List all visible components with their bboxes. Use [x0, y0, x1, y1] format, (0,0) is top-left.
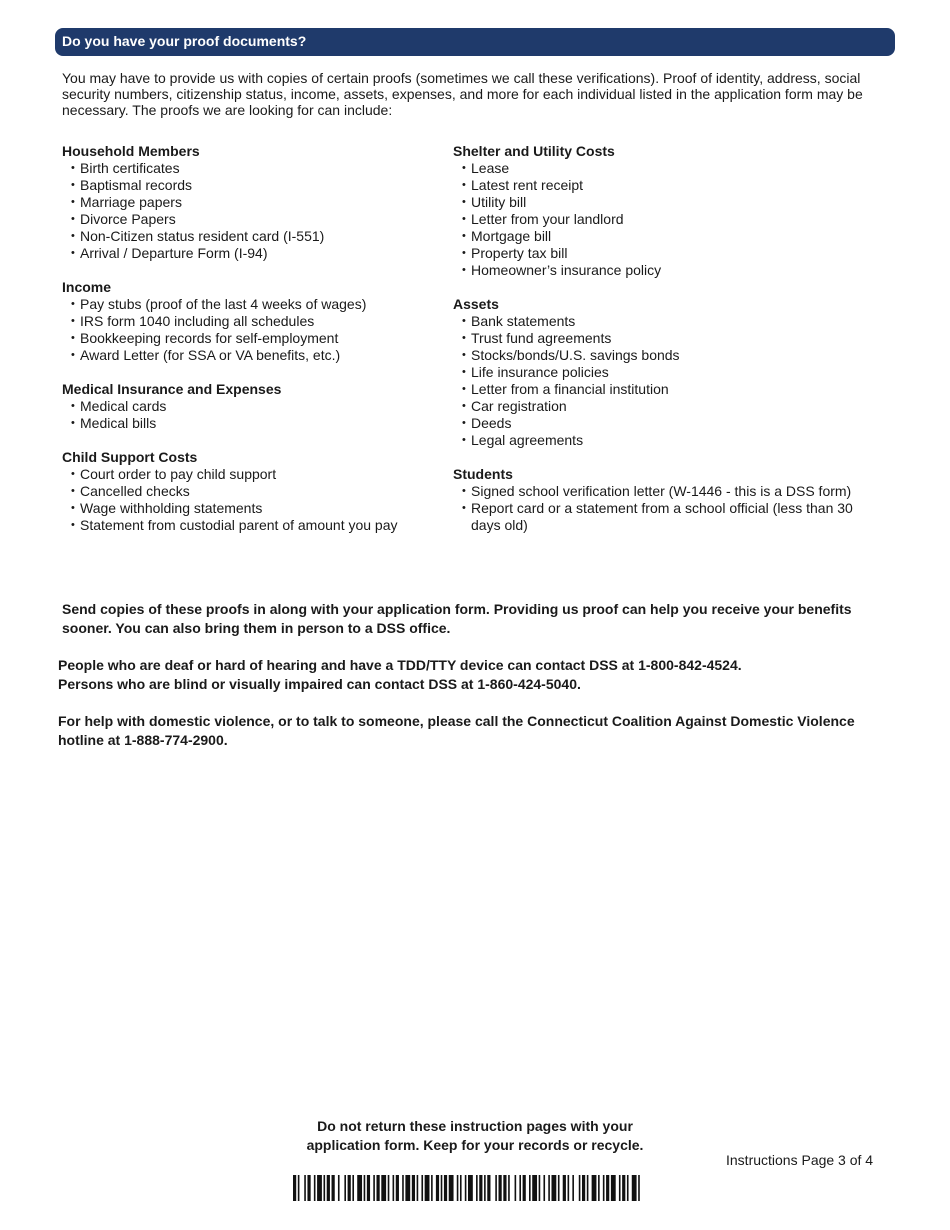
- barcode-bar: [307, 1175, 310, 1201]
- barcode-bar: [543, 1175, 545, 1201]
- page-number: Instructions Page 3 of 4: [726, 1152, 874, 1168]
- list-item: • Wage withholding statements: [62, 500, 442, 517]
- barcode-bar: [606, 1175, 609, 1201]
- barcode-bar: [598, 1175, 600, 1201]
- barcode-bar: [457, 1175, 459, 1201]
- barcode-bar: [425, 1175, 430, 1201]
- section-household-members: [62, 143, 442, 262]
- barcode-bar: [622, 1175, 625, 1201]
- barcode-bar: [393, 1175, 395, 1201]
- section-child-support-costs: [62, 449, 442, 534]
- barcode-bar: [314, 1175, 316, 1201]
- barcode-bar: [367, 1175, 370, 1201]
- barcode-bar: [503, 1175, 506, 1201]
- list-item: • Homeowner’s insurance policy: [453, 262, 883, 279]
- list-item: • Divorce Papers: [62, 211, 442, 228]
- blind-contact-line: Persons who are blind or visually impaired can contact DSS at 1-860-424-5040.: [58, 676, 581, 692]
- barcode-bar: [402, 1175, 404, 1201]
- proof-list: [453, 160, 883, 279]
- list-item: • Report card or a statement from a school official (less than 30 days old): [453, 500, 883, 534]
- barcode-bar: [611, 1175, 616, 1201]
- list-item: • Award Letter (for SSA or VA benefits, etc.): [62, 347, 442, 364]
- list-item: • Pay stubs (proof of the last 4 weeks of wages): [62, 296, 442, 313]
- list-item: • Cancelled checks: [62, 483, 442, 500]
- list-item: • IRS form 1040 including all schedules: [62, 313, 442, 330]
- barcode-bar: [592, 1175, 597, 1201]
- list-item: • Non-Citizen status resident card (I-551): [62, 228, 442, 245]
- proof-list: [453, 483, 883, 534]
- barcode-bar: [532, 1175, 537, 1201]
- barcode-bar: [304, 1175, 306, 1201]
- barcode-bar: [515, 1175, 517, 1201]
- proof-list: [453, 313, 883, 449]
- return-line-1: Do not return these instruction pages with your: [317, 1118, 633, 1134]
- list-item: • Stocks/bonds/U.S. savings bonds: [453, 347, 883, 364]
- proof-list: [62, 160, 442, 262]
- barcode-bar: [479, 1175, 482, 1201]
- barcode-bar: [364, 1175, 366, 1201]
- list-item: • Trust fund agreements: [453, 330, 883, 347]
- send-copies-note: Send copies of these proofs in along with your application form. Providing us proof can help you receive your benefits sooner. You can also bring them in person to a DSS office.: [62, 601, 852, 636]
- barcode-bar: [582, 1175, 585, 1201]
- accessibility-contacts: [58, 656, 898, 694]
- barcode-bar: [632, 1175, 637, 1201]
- barcode-bar: [441, 1175, 443, 1201]
- list-item: • Statement from custodial parent of amount you pay: [62, 517, 442, 534]
- barcode-bar: [396, 1175, 399, 1201]
- section-title: Do you have your proof documents?: [62, 33, 307, 49]
- domestic-violence-note: For help with domestic violence, or to talk to someone, please call the Connecticut Coalition Against Domestic Violence hotline at 1-888-774-2900.: [58, 713, 855, 748]
- section-heading: Child Support Costs: [62, 449, 198, 465]
- barcode-bar: [529, 1175, 531, 1201]
- barcode-bar: [344, 1175, 346, 1201]
- section-students: [453, 466, 883, 534]
- barcode-bar: [421, 1175, 423, 1201]
- barcode-bar: [388, 1175, 390, 1201]
- section-heading: Medical Insurance and Expenses: [62, 381, 282, 397]
- barcode-bar: [563, 1175, 566, 1201]
- barcode-bar: [460, 1175, 462, 1201]
- barcode-bar: [558, 1175, 560, 1201]
- section-medical-insurance-and-expenses: [62, 381, 442, 432]
- list-item: • Lease: [453, 160, 883, 177]
- tdd-contact-line: People who are deaf or hard of hearing and have a TDD/TTY device can contact DSS at 1-800-842-4524.: [58, 657, 742, 673]
- barcode-bar: [572, 1175, 574, 1201]
- barcode-bar: [373, 1175, 375, 1201]
- barcode-bar: [484, 1175, 486, 1201]
- section-heading: Shelter and Utility Costs: [453, 143, 615, 159]
- barcode-bar: [619, 1175, 621, 1201]
- barcode-bar: [551, 1175, 556, 1201]
- barcode-bar: [548, 1175, 550, 1201]
- list-item: • Life insurance policies: [453, 364, 883, 381]
- proof-list: [62, 398, 442, 432]
- barcode-bar: [381, 1175, 386, 1201]
- section-header: [55, 28, 895, 56]
- barcode-bar: [579, 1175, 581, 1201]
- list-item: • Medical bills: [62, 415, 442, 432]
- list-item: • Latest rent receipt: [453, 177, 883, 194]
- barcode-bar: [487, 1175, 490, 1201]
- barcode-bar: [444, 1175, 447, 1201]
- barcode-bar: [519, 1175, 521, 1201]
- list-item: • Legal agreements: [453, 432, 883, 449]
- list-item: • Car registration: [453, 398, 883, 415]
- barcode-bar: [495, 1175, 497, 1201]
- section-assets: [453, 296, 883, 449]
- list-item: • Letter from a financial institution: [453, 381, 883, 398]
- barcode-bar: [627, 1175, 629, 1201]
- barcode-bar: [587, 1175, 589, 1201]
- barcode: [293, 1175, 643, 1201]
- section-heading: Household Members: [62, 143, 200, 159]
- barcode-bar: [376, 1175, 379, 1201]
- section-shelter-and-utility-costs: [453, 143, 883, 279]
- list-item: • Medical cards: [62, 398, 442, 415]
- barcode-bar: [465, 1175, 467, 1201]
- barcode-bar: [539, 1175, 541, 1201]
- barcode-bar: [431, 1175, 433, 1201]
- section-heading: Income: [62, 279, 112, 295]
- barcode-bar: [436, 1175, 439, 1201]
- barcode-bar: [405, 1175, 410, 1201]
- list-item: • Property tax bill: [453, 245, 883, 262]
- list-item: • Letter from your landlord: [453, 211, 883, 228]
- proof-list: [62, 466, 442, 534]
- list-item: • Birth certificates: [62, 160, 442, 177]
- list-item: • Marriage papers: [62, 194, 442, 211]
- section-heading: Students: [453, 466, 513, 482]
- barcode-bar: [352, 1175, 354, 1201]
- intro-paragraph: You may have to provide us with copies of certain proofs (sometimes we call these verifications). Proof of identity, address, social security numbers, citizenship status, income, assets, expenses, and more for each individual listed in the application form may be necessary. The proofs we are looking for can include:: [62, 70, 863, 118]
- left-column: [62, 143, 442, 551]
- barcode-bar: [338, 1175, 340, 1201]
- list-item: • Arrival / Departure Form (I-94): [62, 245, 442, 262]
- section-income: [62, 279, 442, 364]
- list-item: • Utility bill: [453, 194, 883, 211]
- barcode-bar: [357, 1175, 362, 1201]
- barcode-bar: [317, 1175, 322, 1201]
- barcode-bar: [603, 1175, 605, 1201]
- barcode-bar: [523, 1175, 526, 1201]
- proof-list: [62, 296, 442, 364]
- barcode-bar: [298, 1175, 300, 1201]
- barcode-bar: [476, 1175, 478, 1201]
- barcode-bar: [412, 1175, 415, 1201]
- barcode-bar: [499, 1175, 502, 1201]
- barcode-bar: [332, 1175, 335, 1201]
- list-item: • Court order to pay child support: [62, 466, 442, 483]
- list-item: • Baptismal records: [62, 177, 442, 194]
- right-column: [453, 143, 883, 551]
- section-heading: Assets: [453, 296, 499, 312]
- return-line-2: application form. Keep for your records or recycle.: [306, 1137, 644, 1153]
- barcode-bar: [638, 1175, 640, 1201]
- list-item: • Signed school verification letter (W-1446 - this is a DSS form): [453, 483, 883, 500]
- list-item: • Bookkeeping records for self-employment: [62, 330, 442, 347]
- return-instructions: [290, 1117, 660, 1155]
- barcode-bar: [568, 1175, 570, 1201]
- list-item: • Mortgage bill: [453, 228, 883, 245]
- barcode-bar: [324, 1175, 326, 1201]
- list-item: • Bank statements: [453, 313, 883, 330]
- barcode-bar: [293, 1175, 296, 1201]
- barcode-bar: [508, 1175, 510, 1201]
- barcode-bar: [348, 1175, 351, 1201]
- barcode-bar: [417, 1175, 419, 1201]
- list-item: • Deeds: [453, 415, 883, 432]
- barcode-bar: [449, 1175, 454, 1201]
- barcode-bar: [468, 1175, 473, 1201]
- barcode-bar: [327, 1175, 330, 1201]
